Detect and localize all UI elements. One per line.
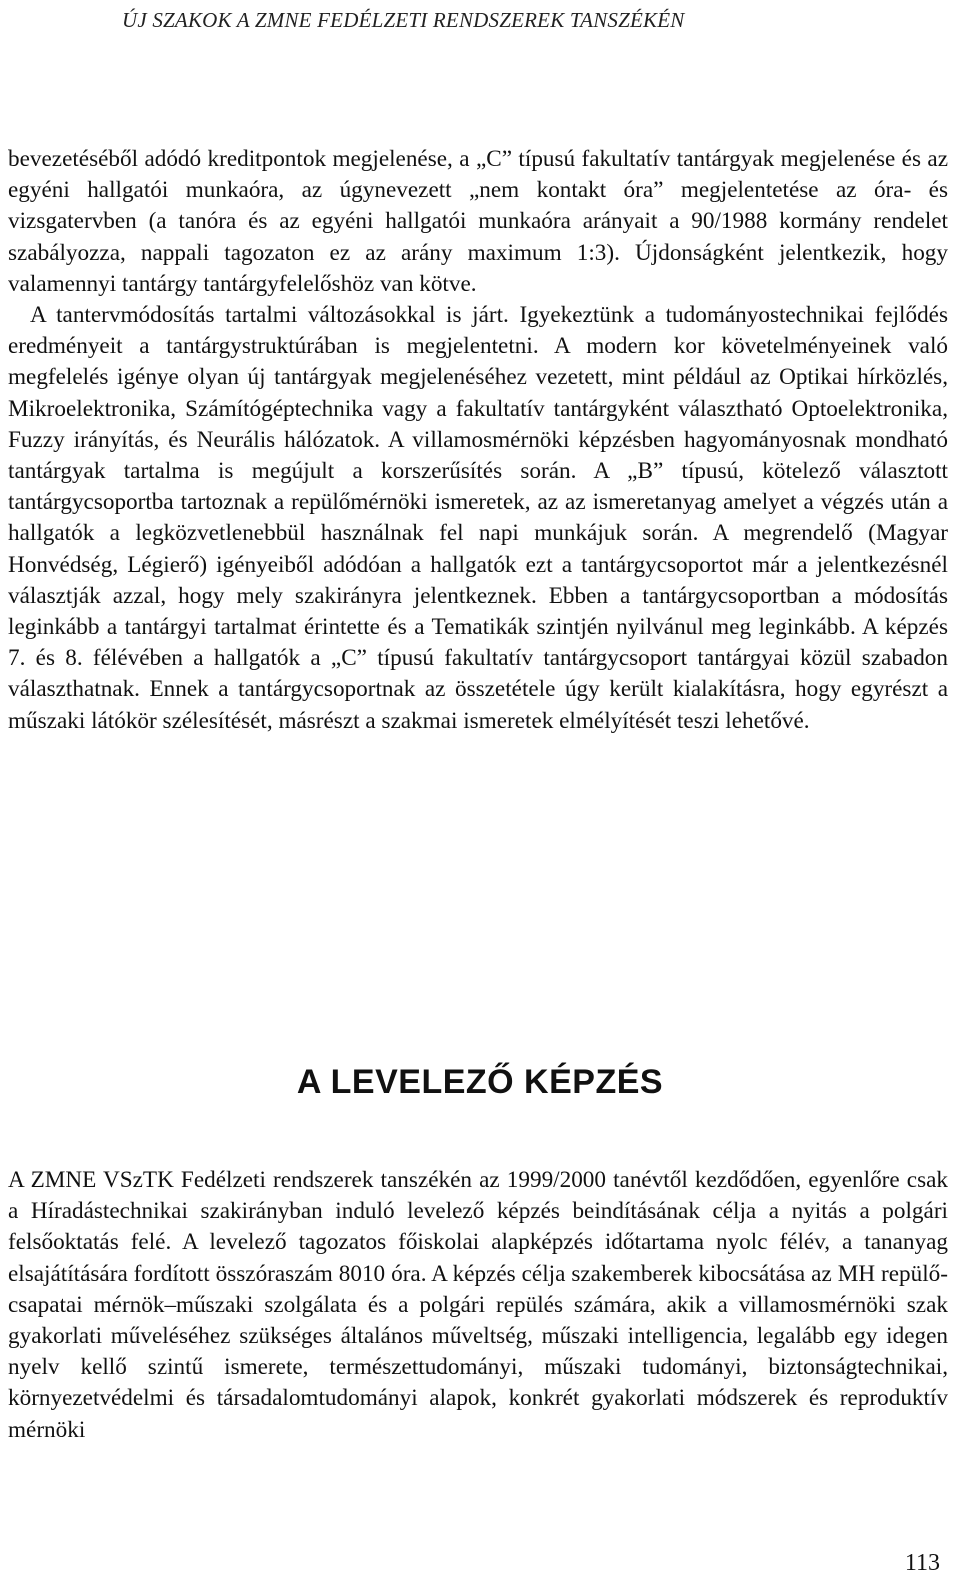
section-heading: A LEVELEZŐ KÉPZÉS [296, 1063, 664, 1101]
paragraph: A tantervmódosítás tartalmi változásokkal is járt. Igyekeztünk a tudományostechnikai fejlődés eredményeit a tantárgystruktúrában is megjelentetni. A modern kor követelményeinek való megfelelés igénye olyan új tantárgyak megjelenéséhez vezetett, mint például az Optikai hírközlés, Mikroelektronika, Számítógéptechnika vagy a fakultatív tantárgyként választható Optoelektronika, Fuzzy irányítás, és Neurális hálózatok. A villamosmérnöki képzésben hagyományosnak mondható tantárgyak tartalma is megújult a korszerűsítés során. A „B” típusú, kötelező választott tantárgycsoportba tartoznak a repülőmérnöki ismeretek, az az ismeretanyag amelyet a végzés után a hallgatók a legközvetlenebbül használnak fel napi munkájuk során. A megrendelő (Magyar Honvédség, Légierő) igényeiből adódóan a hallgatók ezt a tantárgycsoportot már a jelentkezésnél választják azzal, hogy mely szakirányra jelentkeznek. Ebben a tantárgycsoportban a módosítás leginkább a tantárgyi tartalmat érintette és a Tematikák szintjén nyilvánul meg leginkább. A képzés 7. és 8. félévében a hallgatók a „C” típusú fakultatív tantárgycsoport tantárgyai közül szabadon választhatnak. Ennek a tantárgycsoportnak az összetétele úgy került kialakításra, hogy egyrészt a műszaki látókör szélesítését, másrészt a szakmai ismeretek elmélyítését teszi lehetővé. [8, 302, 948, 734]
body-text-block-1 [8, 144, 948, 737]
paragraph: bevezetéséből adódó kreditpontok megjelenése, a „C” típusú fakultatív tantárgyak megjelenése és az egyéni hallgatói munkaóra, az úgynevezett „nem kontakt óra” megjelentetése az óra- és vizsgatervben (a tanóra és az egyéni hallgatói munkaóra arányait a 90/1988 kormány rendelet szabályozza, nappali tagozaton ez az arány maximum 1:3). Újdonságként jelentkezik, hogy valamennyi tantárgy tantárgyfelelőshöz van kötve. [8, 146, 948, 297]
paragraph: A ZMNE VSzTK Fedélzeti rendszerek tanszékén az 1999/2000 tanévtől kezdődően, egyenlőre csak a Híradástechnikai szakirányban induló levelező képzés beindításának célja a nyitás a polgári felsőoktatás felé. A levelező tagozatos főiskolai alapképzés időtartama nyolc félév, a tananyag elsajátítására fordított összóraszám 8010 óra. A képzés célja szakemberek kibocsátása az MH repülőcsapatai mérnök–műszaki szolgálata és a polgári repülés számára, akik a villamosmérnöki szak gyakorlati műveléséhez szükséges általános műveltség, műszaki intelligencia, legalább egy idegen nyelv kellő szintű ismerete, természettudományi, műszaki tudományi, biztonságtechnikai, környezetvédelmi és társadalomtudományi alapok, konkrét gyakorlati módszerek és reproduktív mérnöki [8, 1167, 948, 1443]
page-number: 113 [904, 1550, 940, 1576]
body-text-block-2 [8, 1165, 948, 1446]
running-header: ÚJ SZAKOK A ZMNE FEDÉLZETI RENDSZEREK TANSZÉKÉN [122, 8, 685, 32]
